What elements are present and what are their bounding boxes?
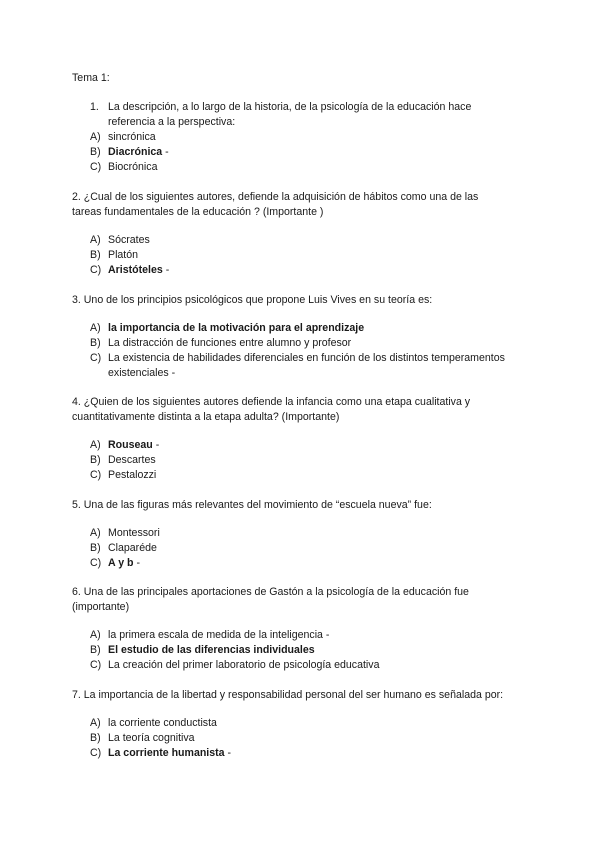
- option-letter: C): [90, 557, 102, 569]
- question-3-text-line1: 3. Uno de los principios psicológicos que propone Luis Vives en su teoría es:: [72, 294, 433, 306]
- question-4-text-line1: 4. ¿Quien de los siguientes autores defiende la infancia como una etapa cualitativa y: [72, 396, 471, 408]
- option-text: Sócrates: [108, 234, 150, 246]
- option-letter: B): [90, 337, 101, 349]
- correct-answer-text: A y b: [108, 557, 134, 569]
- option-letter: C): [90, 161, 102, 173]
- option-letter: A): [90, 717, 101, 729]
- option-text: La existencia de habilidades diferenciales en función de los distintos temperamentos: [108, 352, 505, 364]
- option-letter: C): [90, 659, 102, 671]
- correct-answer-text: Rouseau: [108, 439, 153, 451]
- option-letter: B): [90, 249, 101, 261]
- option-text: la corriente conductista: [108, 717, 217, 729]
- question-1-text-line1: La descripción, a lo largo de la historia, de la psicología de la educación hace: [108, 101, 472, 113]
- option-letter: A): [90, 629, 101, 641]
- answer-mark: -: [152, 439, 160, 451]
- question-6-text-line2: (importante): [72, 601, 130, 613]
- option-letter: A): [90, 131, 101, 143]
- option-letter: B): [90, 542, 101, 554]
- option-text: La distracción de funciones entre alumno y profesor: [108, 337, 352, 349]
- option-text: La teoría cognitiva: [108, 732, 195, 744]
- option-text: Montessori: [108, 527, 160, 539]
- option-letter: C): [90, 747, 102, 759]
- option-text: Descartes: [108, 454, 156, 466]
- question-7-text-line1: 7. La importancia de la libertad y responsabilidad personal del ser humano es señalada por:: [72, 689, 504, 701]
- answer-mark: -: [162, 146, 169, 158]
- option-text: La creación del primer laboratorio de psicología educativa: [108, 659, 380, 671]
- answer-mark: -: [133, 557, 140, 569]
- question-4-text-line2: cuantitativamente distinta a la etapa adulta? (Importante): [72, 411, 340, 423]
- option-letter: B): [90, 454, 101, 466]
- option-text: sincrónica: [108, 131, 156, 143]
- option-text: Claparéde: [108, 542, 157, 554]
- option-text: Pestalozzi: [108, 469, 157, 481]
- option-letter: A): [90, 527, 101, 539]
- option-text: la primera escala de medida de la inteligencia -: [108, 629, 330, 641]
- question-2-text-line2: tareas fundamentales de la educación ? (Importante ): [72, 206, 324, 218]
- option-letter: A): [90, 322, 101, 334]
- correct-answer-text: Diacrónica: [108, 146, 163, 158]
- question-2-text-line1: 2. ¿Cual de los siguientes autores, defiende la adquisición de hábitos como una de las: [72, 191, 479, 203]
- question-6-text-line1: 6. Una de las principales aportaciones de Gastón a la psicología de la educación fue: [72, 586, 469, 598]
- option-letter: A): [90, 439, 101, 451]
- option-letter: A): [90, 234, 101, 246]
- option-text: Platón: [108, 249, 139, 261]
- option-letter: B): [90, 644, 101, 656]
- correct-answer-text: La corriente humanista: [108, 747, 225, 759]
- question-5-text-line1: 5. Una de las figuras más relevantes del movimiento de “escuela nueva” fue:: [72, 499, 432, 511]
- option-letter: B): [90, 146, 101, 158]
- correct-answer-text: la importancia de la motivación para el aprendizaje: [108, 322, 365, 334]
- option-text: Biocrónica: [108, 161, 158, 173]
- option-letter: C): [90, 264, 102, 276]
- option-letter: C): [90, 469, 102, 481]
- answer-mark: -: [224, 747, 232, 759]
- correct-answer-text: Aristóteles: [108, 264, 163, 276]
- answer-mark: -: [162, 264, 170, 276]
- question-3-option-c-line2: existenciales -: [108, 367, 176, 379]
- option-letter: C): [90, 352, 102, 364]
- correct-answer-text: El estudio de las diferencias individuales: [108, 644, 315, 656]
- option-letter: B): [90, 732, 101, 744]
- question-1-number: 1.: [90, 101, 99, 113]
- question-1-text-line2: referencia a la perspectiva:: [108, 116, 236, 128]
- page-title: Tema 1:: [72, 72, 110, 84]
